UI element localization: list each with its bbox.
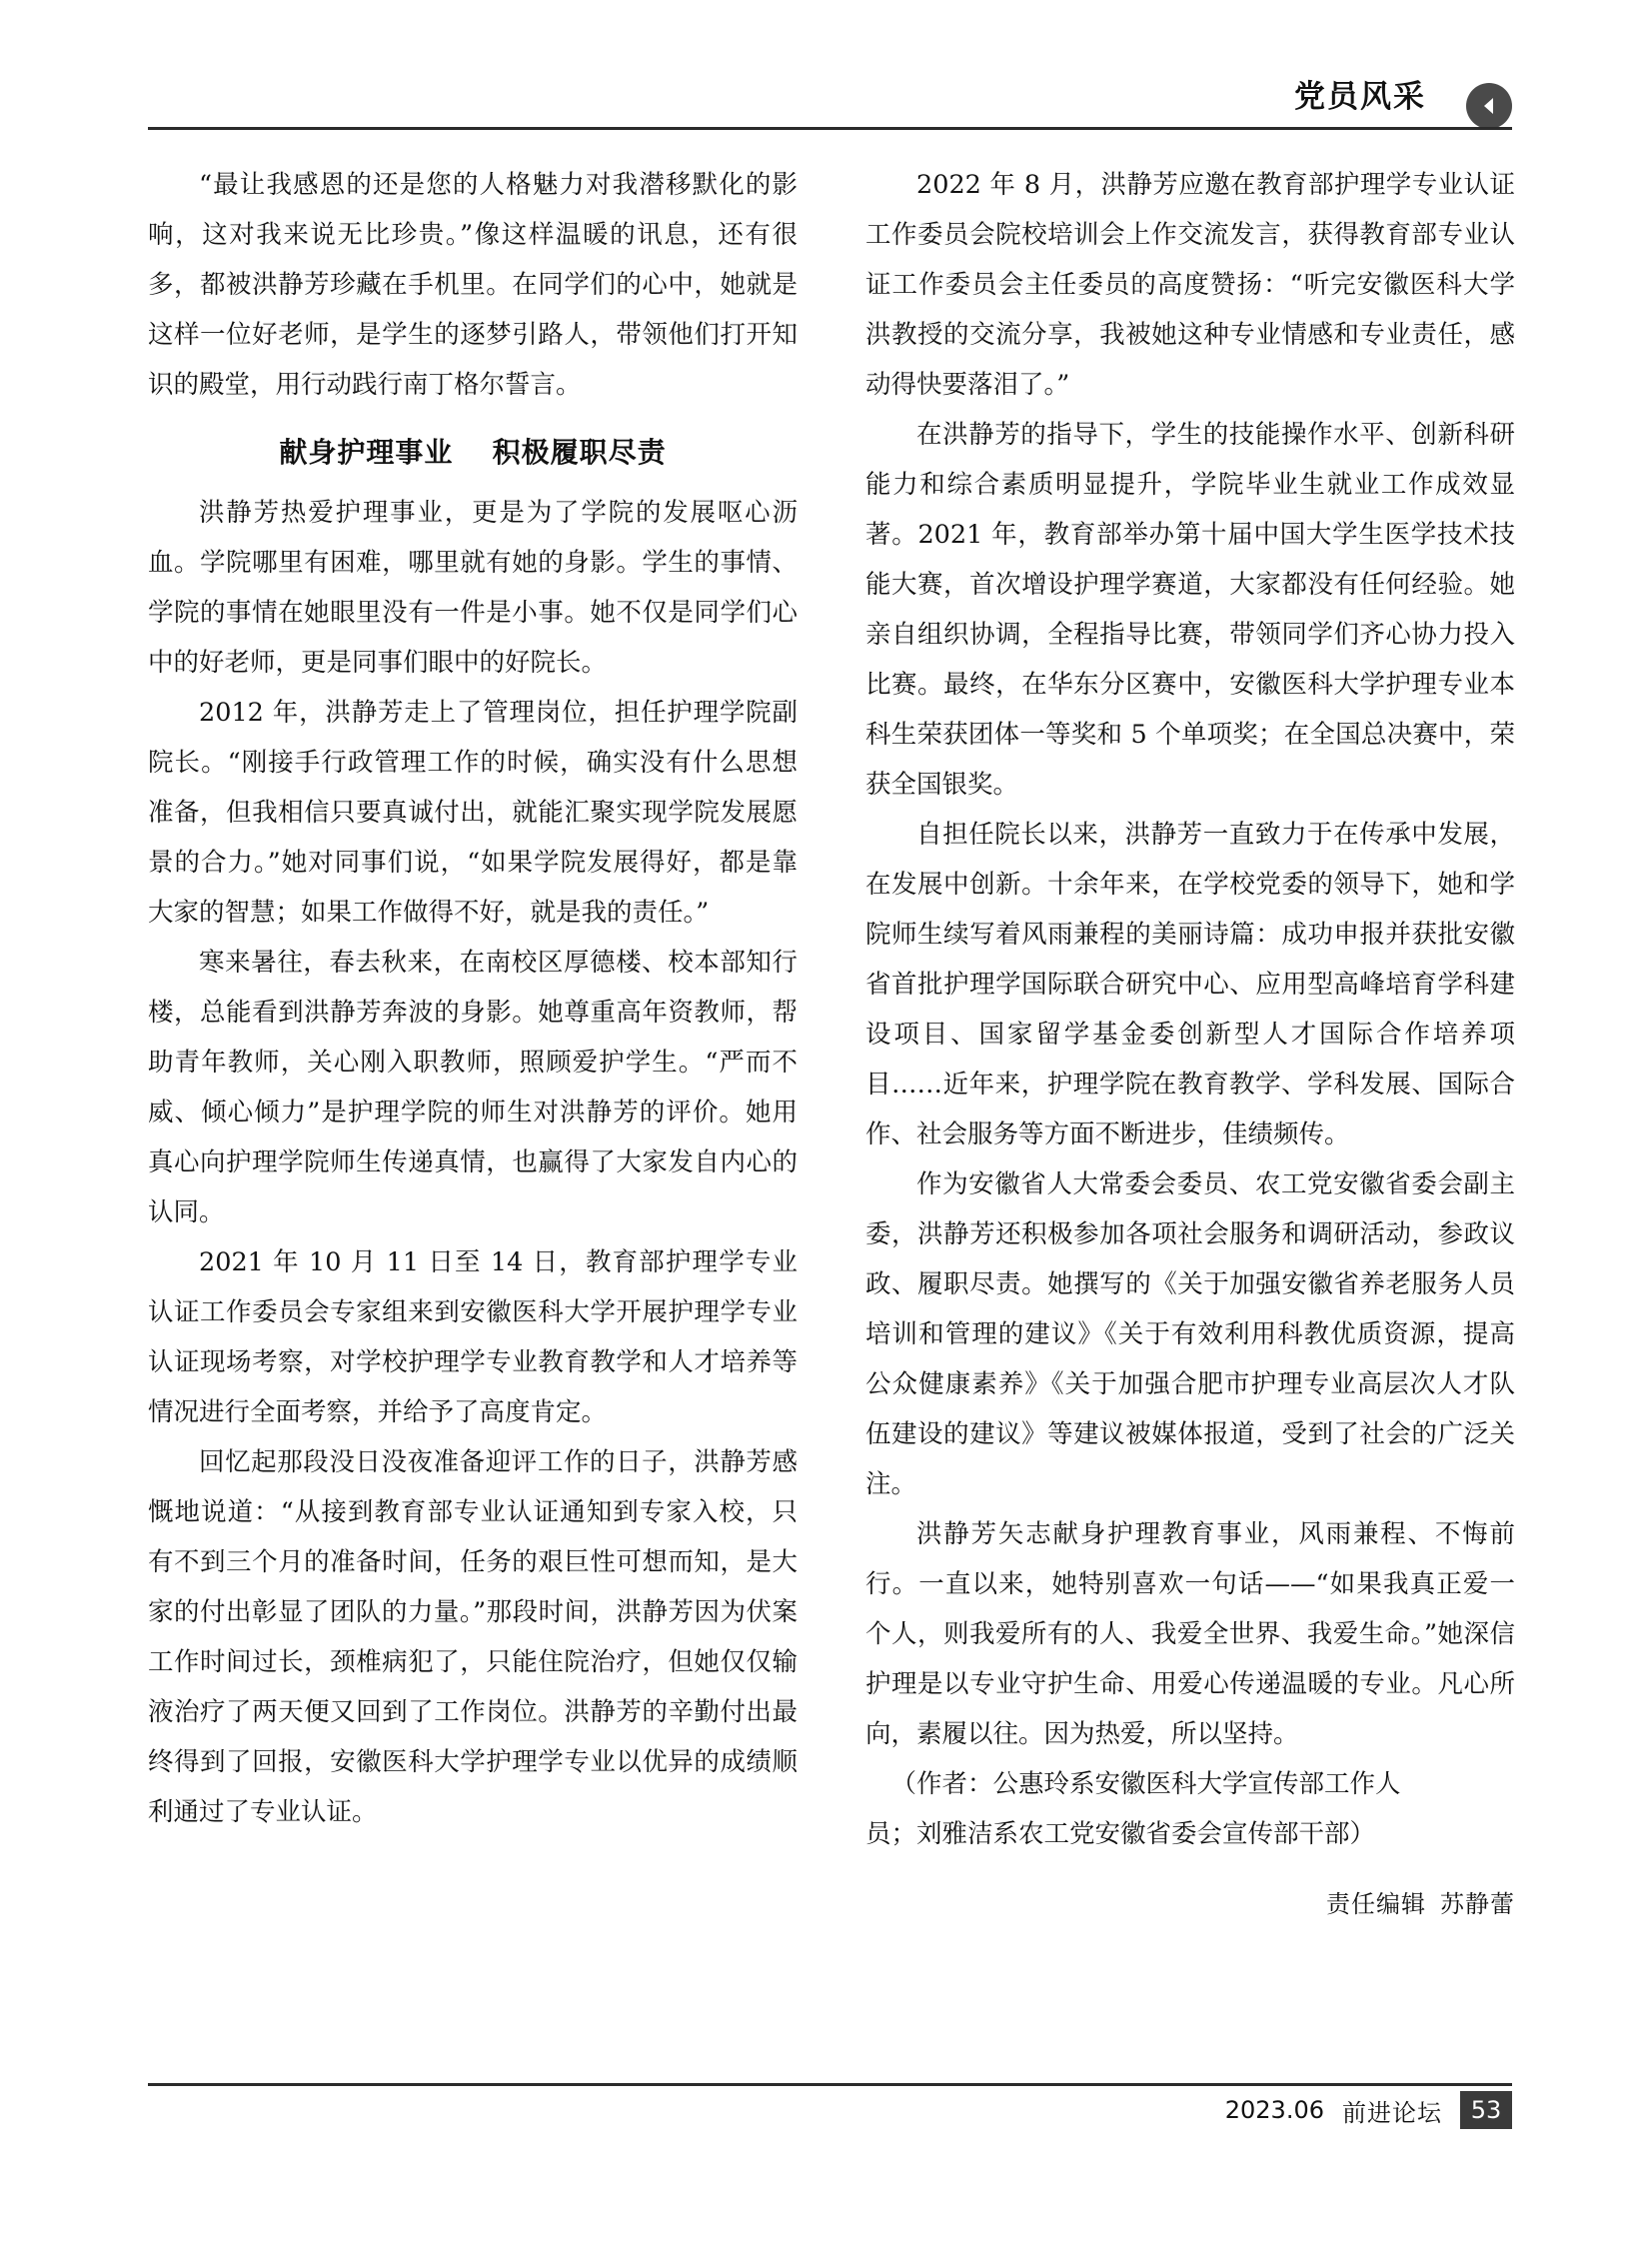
footer-divider [148,2083,1512,2086]
paragraph: 寒来暑往，春去秋来，在南校区厚德楼、校本部知行楼，总能看到洪静芳奔波的身影。她尊重高年资教师，帮助青年教师，关心刚入职教师，照顾爱护学生。“严而不威、倾心倾力”是护理学院的师生对洪静芳的评价。她用真心向护理学院师生传递真情，也赢得了大家发自内心的认同。 [148,948,798,1227]
page-number: 53 [1460,2091,1512,2129]
paragraph: 2022 年 8 月，洪静芳应邀在教育部护理学专业认证工作委员会院校培训会上作交流发言，获得教育部专业认证工作委员会主任委员的高度赞扬：“听完安徽医科大学洪教授的交流分享，我被她这种专业情感和专业责任，感动得快要落泪了。” [865,170,1515,400]
publication-name: 前进论坛 [1342,2098,1442,2127]
paragraph: 在洪静芳的指导下，学生的技能操作水平、创新科研能力和综合素质明显提升，学院毕业生就业工作成效显著。2021 年，教育部举办第十届中国大学生医学技术技能大赛，首次增设护理学赛道，大家都没有任何经验。她亲自组织协调，全程指导比赛，带领同学们齐心协力投入比赛。最终，在华东分区赛中，安徽医科大学护理专业本科生荣获团体一等奖和 5 个单项奖；在全国总决赛中，荣获全国银奖。 [865,420,1515,800]
paragraph: 2021 年 10 月 11 日至 14 日，教育部护理学专业认证工作委员会专家组来到安徽医科大学开展护理学专业认证现场考察，对学校护理学专业教育教学和人才培养等情况进行全面考察，并给予了高度肯定。 [148,1247,798,1427]
section-heading [148,428,798,478]
paragraph: “最让我感恩的还是您的人格魅力对我潜移默化的影响，这对我来说无比珍贵。”像这样温暖的讯息，还有很多，都被洪静芳珍藏在手机里。在同学们的心中，她就是这样一位好老师，是学生的逐梦引路人，带领他们打开知识的殿堂，用行动践行南丁格尔誓言。 [148,170,798,400]
footer-content [1225,2091,1512,2129]
section-heading-part-2: 积极履职尽责 [492,436,667,469]
editor-name: 苏静蕾 [1440,1890,1515,1918]
responsible-editor [865,1879,1515,1929]
paragraph: 洪静芳热爱护理事业，更是为了学院的发展呕心沥血。学院哪里有困难，哪里就有她的身影。学生的事情、学院的事情在她眼里没有一件是小事。她不仅是同学们心中的好老师，更是同事们眼中的好院长。 [148,498,798,678]
paragraph: 回忆起那段没日没夜准备迎评工作的日子，洪静芳感慨地说道：“从接到教育部专业认证通知到专家入校，只有不到三个月的准备时间，任务的艰巨性可想而知，是大家的付出彰显了团队的力量。”那段时间，洪静芳因为伏案工作时间过长，颈椎病犯了，只能住院治疗，但她仅仅输液治疗了两天便又回到了工作岗位。洪静芳的辛勤付出最终得到了回报，安徽医科大学护理学专业以优异的成绩顺利通过了专业认证。 [148,1447,798,1827]
paragraph: 自担任院长以来，洪静芳一直致力于在传承中发展，在发展中创新。十余年来，在学校党委的领导下，她和学院师生续写着风雨兼程的美丽诗篇：成功申报并获批安徽省首批护理学国际联合研究中心、应用型高峰培育学科建设项目、国家留学基金委创新型人才国际合作培养项目……近年来，护理学院在教育教学、学科发展、国际合作、社会服务等方面不断进步，佳绩频传。 [865,820,1515,1149]
author-note [865,1759,1515,1859]
right-text-column [865,160,1515,1929]
page-header [148,70,1512,130]
left-text-column [148,160,798,1837]
header-divider [148,127,1512,130]
author-note-line: （作者：公惠玲系安徽医科大学宣传部工作人 [890,1769,1401,1799]
paragraph: 洪静芳矢志献身护理教育事业，风雨兼程、不悔前行。一直以来，她特别喜欢一句话——“如果我真正爱一个人，则我爱所有的人、我爱全世界、我爱生命。”她深信护理是以专业守护生命、用爱心传递温暖的专业。凡心所向，素履以往。因为热爱，所以坚持。 [865,1519,1515,1749]
issue-date: 2023.06 [1224,2096,1324,2124]
page-footer [148,2083,1512,2131]
section-heading-part-1: 献身护理事业 [279,436,454,469]
header-section-title: 党员风采 [1294,79,1426,115]
author-note-line: 员；刘雅洁系农工党安徽省委会宣传部干部） [865,1819,1376,1849]
paragraph: 2012 年，洪静芳走上了管理岗位，担任护理学院副院长。“刚接手行政管理工作的时候，确实没有什么思想准备，但我相信只要真诚付出，就能汇聚实现学院发展愿景的合力。”她对同事们说，“如果学院发展得好，都是靠大家的智慧；如果工作做得不好，就是我的责任。” [148,698,798,928]
paragraph: 作为安徽省人大常委会委员、农工党安徽省委会副主委，洪静芳还积极参加各项社会服务和调研活动，参政议政、履职尽责。她撰写的《关于加强安徽省养老服务人员培训和管理的建议》《关于有效利用科教优质资源，提高公众健康素养》《关于加强合肥市护理专业高层次人才队伍建设的建议》等建议被媒体报道，受到了社会的广泛关注。 [865,1169,1515,1499]
left-arrow-circle-icon [1466,83,1512,129]
editor-label: 责任编辑 [1326,1890,1426,1918]
